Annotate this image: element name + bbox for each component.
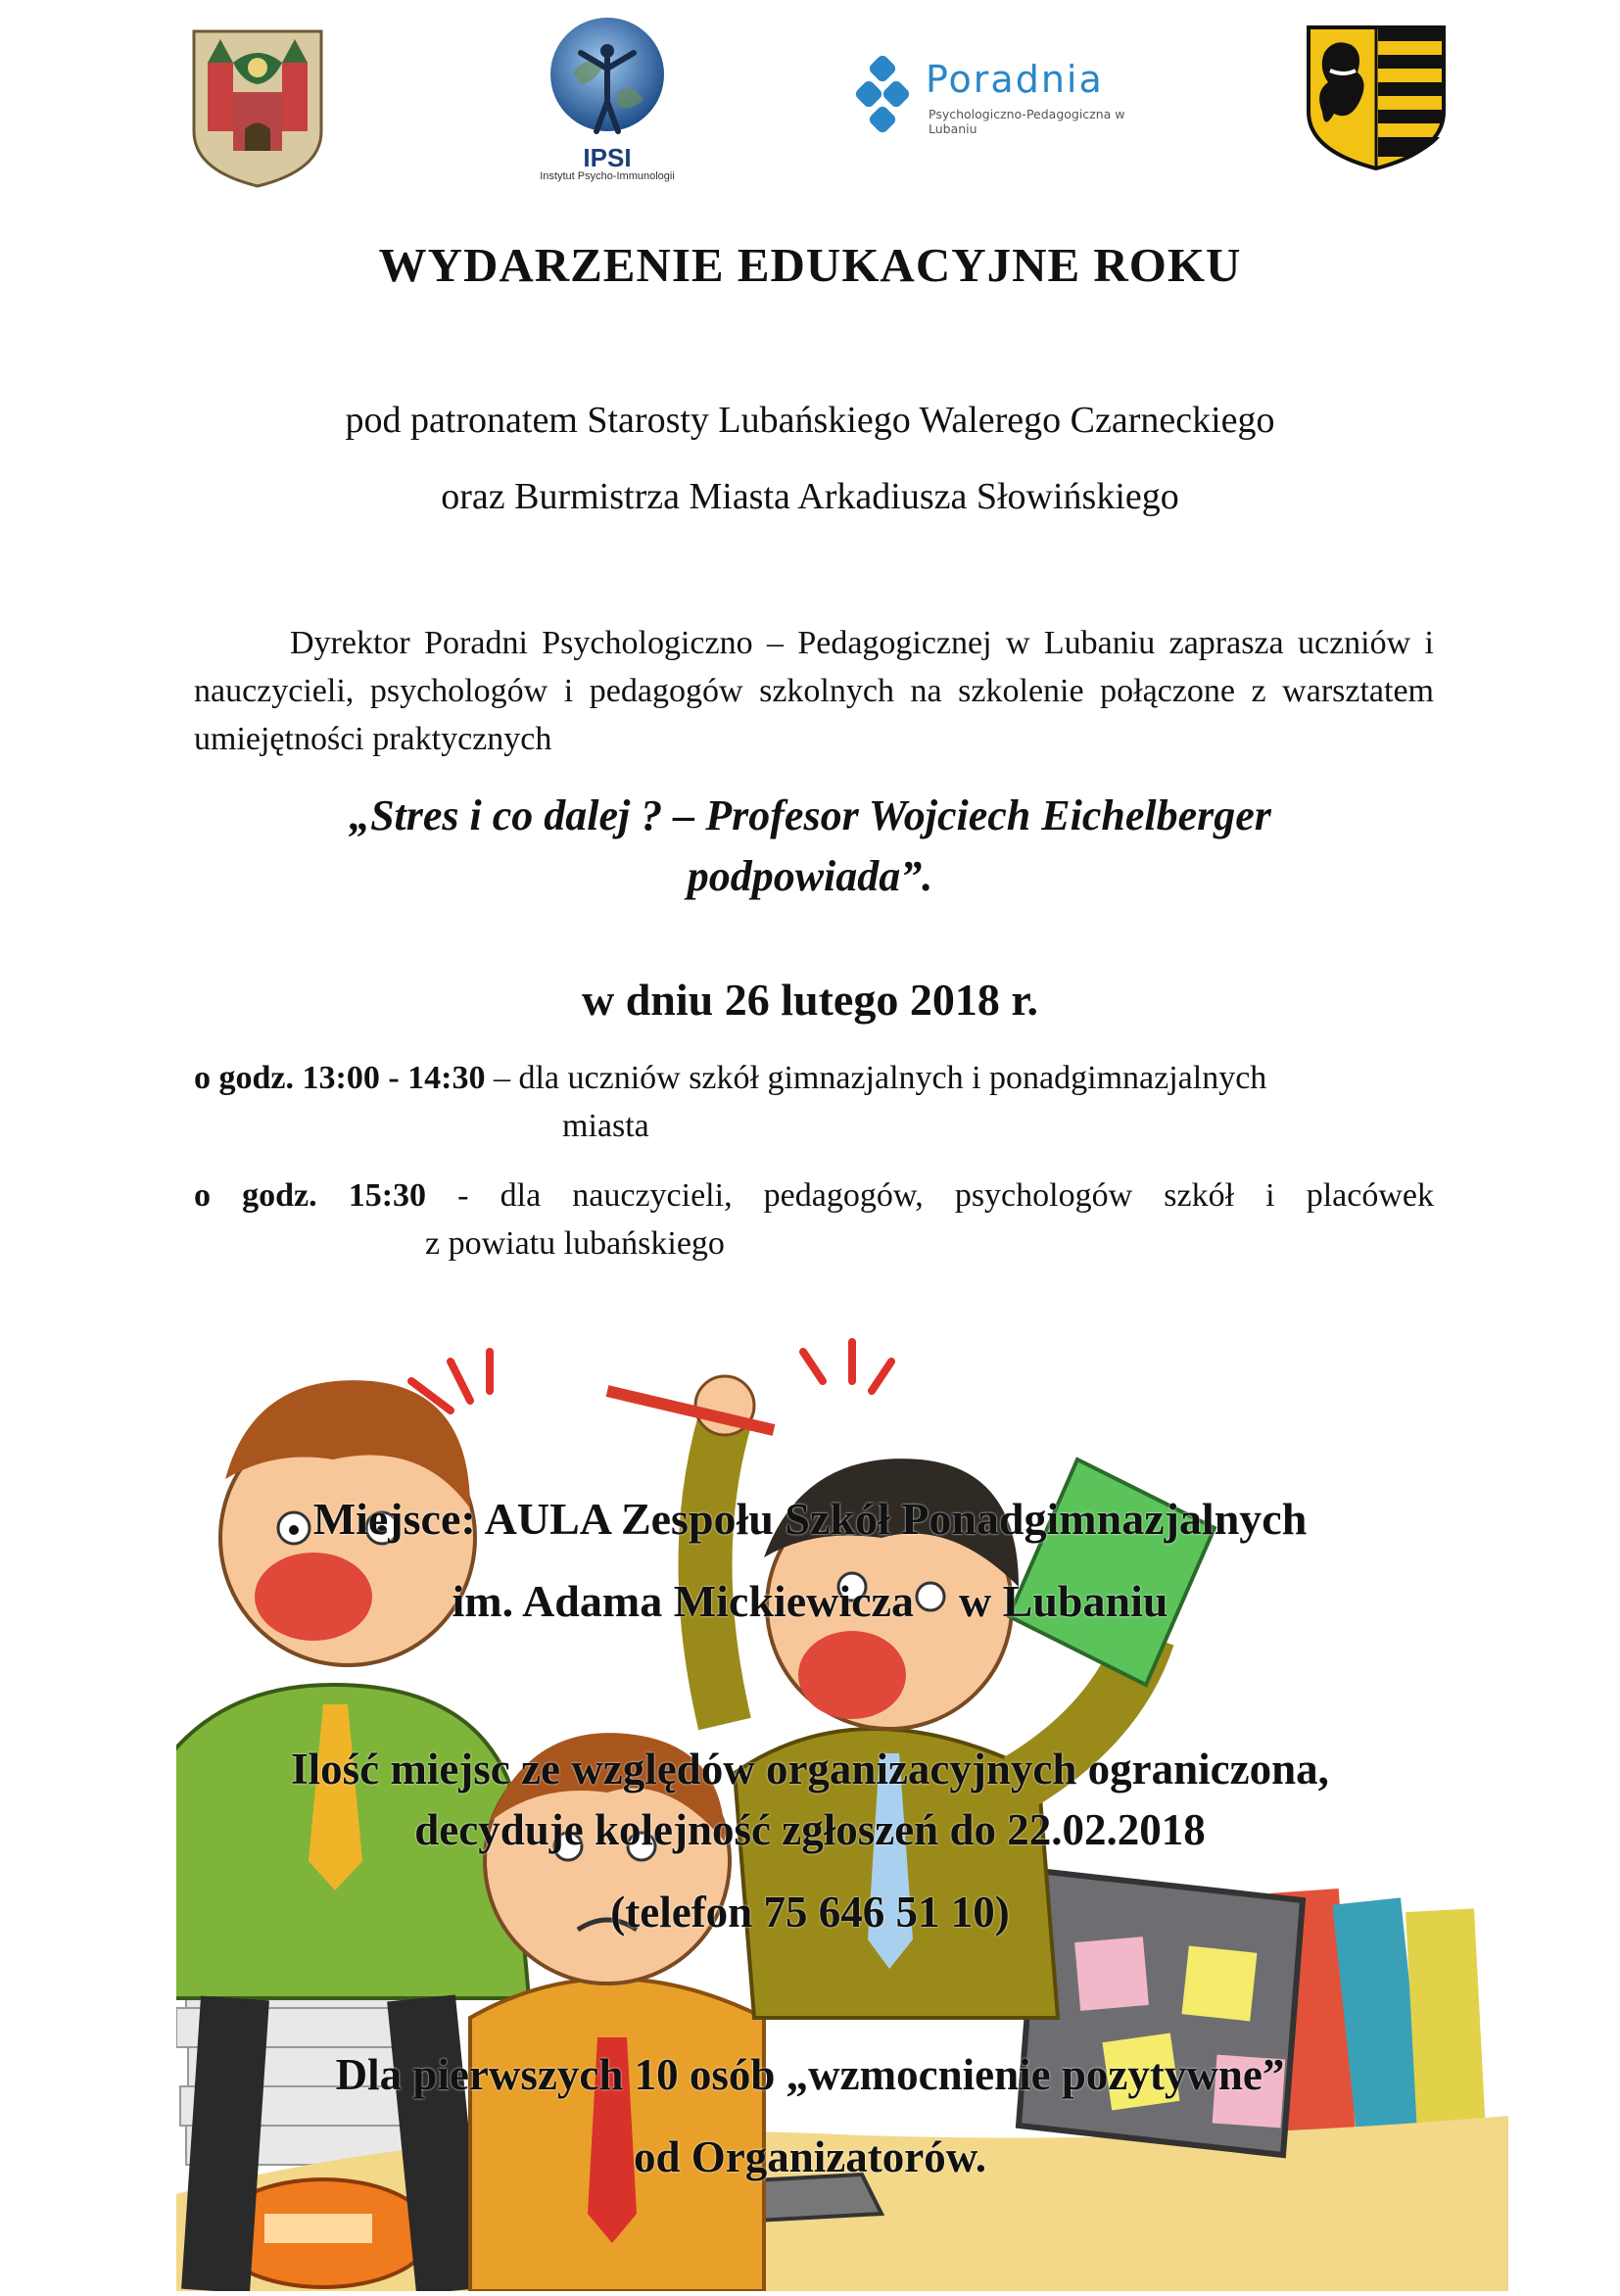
location-line-2: im. Adama Mickiewicza w Lubaniu — [452, 1576, 1168, 1626]
event-title-line-1: „Stres i co dalej ? – Profesor Wojciech Eichelberger — [349, 791, 1271, 839]
ipsi-logo — [534, 14, 681, 190]
location-line-1: Miejsce: AULA Zespołu Szkół Ponadgimnazjalnych — [312, 1494, 1308, 1544]
schedule-time-1: o godz. 13:00 - 14:30 — [194, 1060, 486, 1096]
luban-coat-of-arms-logo — [184, 24, 331, 188]
patronage-line-1: pod patronatem Starosty Lubańskiego Walerego Czarneckiego — [345, 400, 1275, 441]
bonus-line-2: od Organizatorów. — [634, 2132, 986, 2181]
invitation-text: Dyrektor Poradni Psychologiczno – Pedagogicznej w Lubaniu zaprasza uczniów i nauczycieli, psychologów i pedagogów szkolnych na szkolenie połączone z warsztatem umiejętności praktycznych — [194, 625, 1434, 757]
ipsi-logo-caption: Instytut Psycho-Immunologii — [540, 170, 675, 182]
page-heading: WYDARZENIE EDUKACYJNE ROKU — [378, 238, 1242, 292]
schedule-item-2 — [194, 1172, 1434, 1220]
contact-phone: (telefon 75 646 51 10) — [610, 1888, 1010, 1937]
event-title-line-2: podpowiada”. — [687, 852, 933, 900]
limit-line-1: Ilość miejsc ze względów organizacyjnych ograniczona, — [291, 1745, 1329, 1794]
invitation-paragraph — [194, 619, 1434, 763]
schedule-desc-2: - dla nauczycieli, pedagogów, psychologów szkół i placówek — [426, 1177, 1434, 1214]
patronage-line-2: oraz Burmistrza Miasta Arkadiusza Słowińskiego — [441, 476, 1179, 517]
ipsi-logo-text: IPSI — [583, 143, 632, 172]
schedule-desc-1: – dla uczniów szkół gimnazjalnych i ponadgimnazjalnych — [485, 1060, 1267, 1096]
limit-line-2: decyduje kolejność zgłoszeń do 22.02.2018 — [414, 1805, 1206, 1854]
event-title — [0, 786, 1620, 907]
poradnia-logo-text: Poradnia — [926, 58, 1104, 101]
schedule-time-2: o godz. 15:30 — [194, 1177, 427, 1214]
poradnia-logo-subtitle: Psychologiczno-Pedagogiczna w Lubaniu — [929, 107, 1125, 136]
bonus-line-1: Dla pierwszych 10 osób „wzmocnienie pozytywne” — [335, 2050, 1285, 2099]
schedule-item-1-continuation: miasta — [562, 1108, 649, 1144]
event-date: w dniu 26 lutego 2018 r. — [581, 975, 1039, 1025]
poradnia-logo — [852, 54, 1166, 142]
silesia-coat-of-arms-logo — [1305, 24, 1448, 170]
schedule-item-2-continuation: z powiatu lubańskiego — [425, 1225, 725, 1262]
schedule-item-1 — [194, 1054, 1434, 1102]
